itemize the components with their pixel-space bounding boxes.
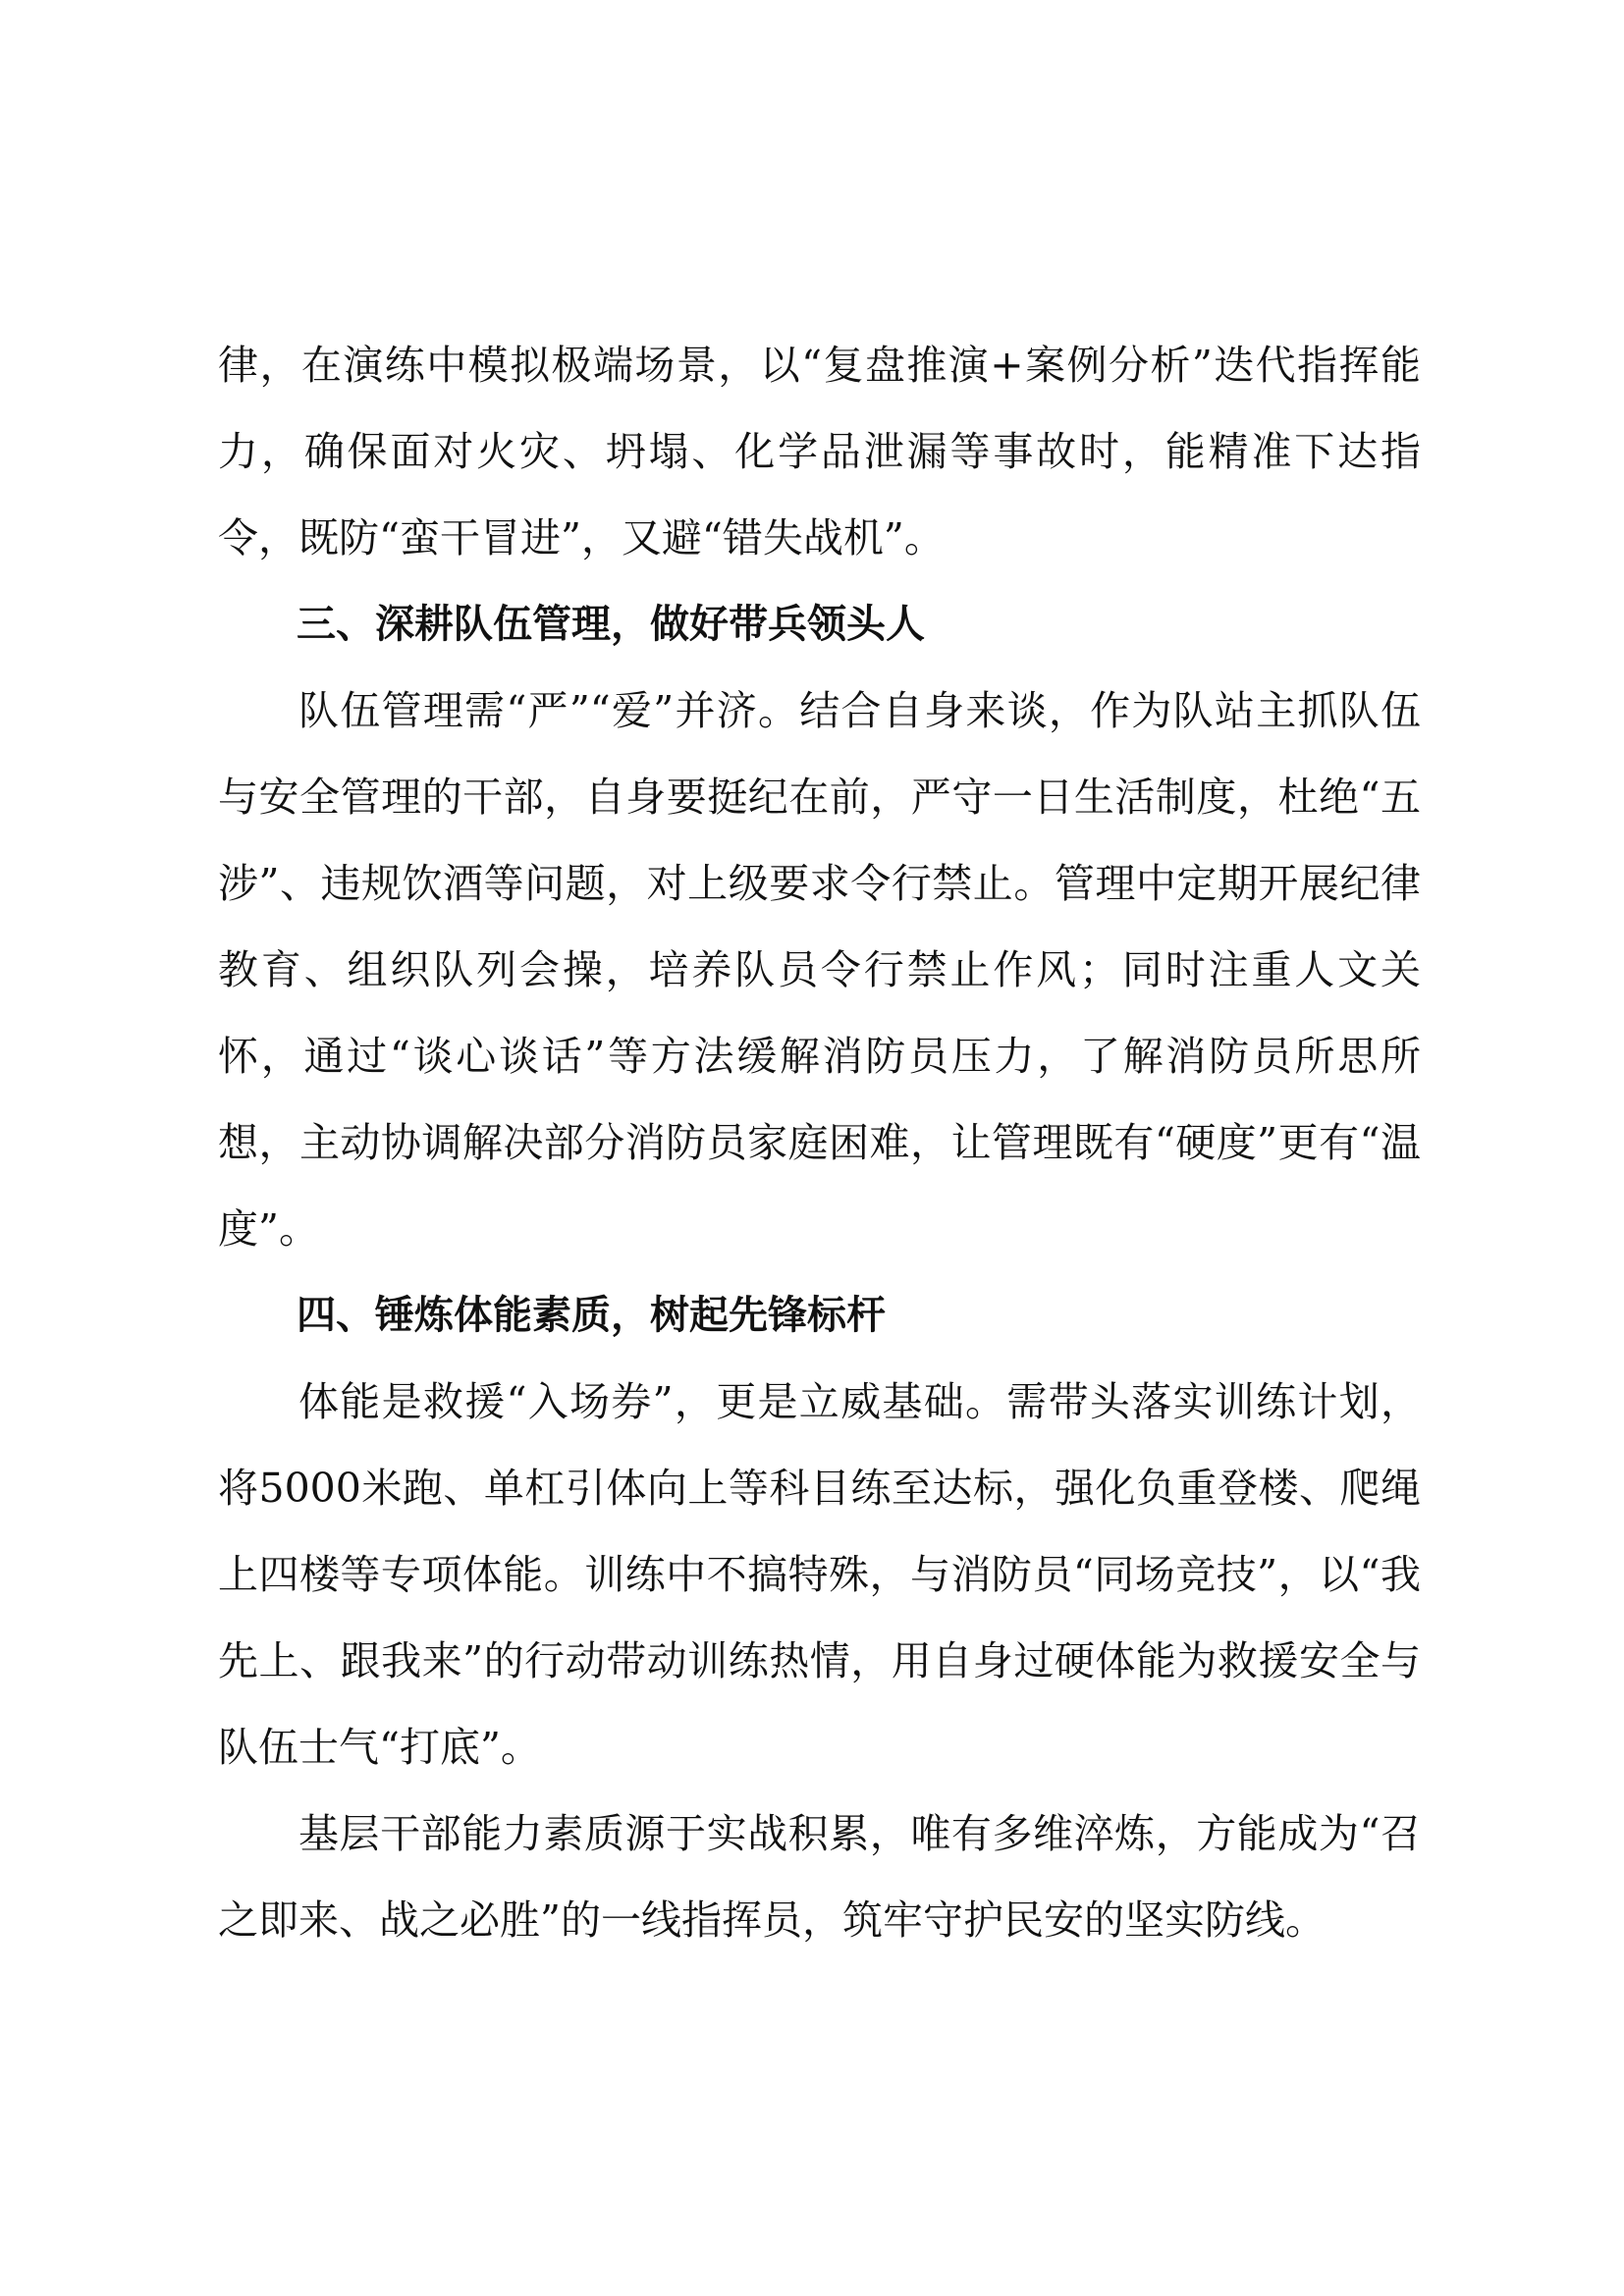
team-management-paragraph: 队伍管理需“严”“爱”并济。结合自身来谈，作为队站主抓队伍与安全管理的干部，自身要挺纪在前，严守一日生活制度，杜绝“五涉”、违规饮酒等问题，对上级要求令行禁止。管理中定期开展纪律教育、组织队列会操，培养队员令行禁止作风；同时注重人文关怀，通过“谈心谈话”等方法缓解消防员压力，了解消防员所思所想，主动协调解决部分消防员家庭困难，让管理既有“硬度”更有“温度”。 [218,687,1421,1253]
document-body [218,322,1421,1963]
conclusion-paragraph: 基层干部能力素质源于实战积累，唯有多维淬炼，方能成为“召之即来、战之必胜”的一线指挥员，筑牢守护民安的坚实防线。 [218,1810,1421,1944]
section-heading-4: 四、锤炼体能素质，树起先锋标杆 [297,1293,886,1338]
fitness-paragraph: 体能是救援“入场券”，更是立威基础。需带头落实训练计划，将5000米跑、单杠引体向上等科目练至达标，强化负重登楼、爬绳上四楼等专项体能。训练中不搞特殊，与消防员“同场竞技”，以“我先上、跟我来”的行动带动训练热情，用自身过硬体能为救援安全与队伍士气“打底”。 [218,1378,1421,1771]
section-heading-3: 三、深耕队伍管理，做好带兵领头人 [297,602,925,647]
continued-paragraph: 律，在演练中模拟极端场景，以“复盘推演+案例分析”迭代指挥能力，确保面对火灾、坍塌、化学品泄漏等事故时，能精准下达指令，既防“蛮干冒进”，又避“错失战机”。 [218,342,1421,561]
